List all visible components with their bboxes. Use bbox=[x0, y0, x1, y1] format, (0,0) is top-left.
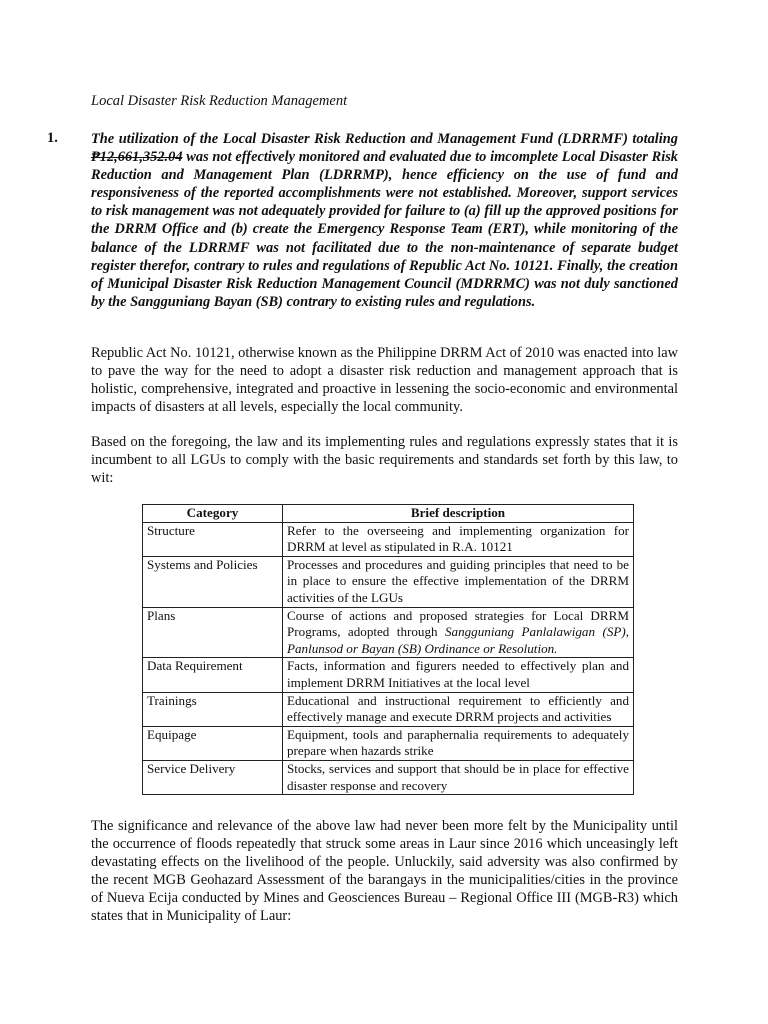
fund-amount: ₱12,661,352.04 bbox=[91, 149, 183, 166]
category-cell: Equipage bbox=[143, 726, 283, 760]
header-brief-description: Brief description bbox=[283, 505, 634, 523]
category-cell: Trainings bbox=[143, 692, 283, 726]
category-cell: Structure bbox=[143, 522, 283, 556]
finding-text-start: The utilization of the Local Disaster Risk Reduction and Management Fund (LDRRMF) totaling bbox=[91, 131, 678, 147]
category-cell: Service Delivery bbox=[143, 760, 283, 794]
paragraph-foregoing: Based on the foregoing, the law and its implementing rules and regulations expressly states that it is incumbent to all LGUs to comply with the basic requirements and standards set forth by this law, to wit: bbox=[91, 434, 678, 487]
header-category: Category bbox=[143, 505, 283, 523]
description-text: Course of actions and proposed strategies for Local DRRM Programs, adopted through bbox=[287, 607, 629, 640]
finding-text bbox=[91, 130, 678, 311]
table-row bbox=[143, 760, 634, 794]
table-row bbox=[143, 692, 634, 726]
description-cell: Stocks, services and support that should be in place for effective disaster response and recovery bbox=[283, 760, 634, 794]
category-cell: Data Requirement bbox=[143, 658, 283, 692]
table-header-row bbox=[143, 505, 634, 523]
section-heading: Local Disaster Risk Reduction Management bbox=[91, 93, 348, 109]
description-italic-text: Sangguniang Panlalawigan (SP), Panlunsod or Bayan (SB) Ordinance or Resolution. bbox=[287, 624, 629, 656]
finding-text-end: was not effectively monitored and evaluated due to imcomplete Local Disaster Risk Reduction and Management Plan (LDRRMP), hence efficiency on the use of fund and responsiveness of the reported accomplishments were not established. Moreover, support services to risk management was not adequately provided for failure to (a) fill up the approved positions for the DRRM Office and (b) create the Emergency Response Team (ERT), while monitoring of the balance of the LDRRMF was not facilitated due to the non-maintenance of separate budget register therefor, contrary to rules and regulations of Republic Act No. 10121. Finally, the creation of Municipal Disaster Risk Reduction Management Council (MDRRMC) was not duly sanctioned by the Sangguniang Bayan (SB) contrary to existing rules and regulations. bbox=[91, 149, 678, 310]
description-cell: Facts, information and figurers needed to effectively plan and implement DRRM Initiatives at the local level bbox=[283, 658, 634, 692]
description-cell bbox=[283, 607, 634, 658]
table-row bbox=[143, 726, 634, 760]
description-cell: Refer to the overseeing and implementing organization for DRRM at level as stipulated in R.A. 10121 bbox=[283, 522, 634, 556]
finding-number: 1. bbox=[47, 130, 58, 146]
requirements-table bbox=[142, 504, 634, 795]
paragraph-ra-10121: Republic Act No. 10121, otherwise known as the Philippine DRRM Act of 2010 was enacted into law to pave the way for the need to adopt a disaster risk reduction and management approach that is holistic, comprehensive, integrated and proactive in lessening the socio-economic and environmental impacts of disasters at all levels, especially the local community. bbox=[91, 345, 678, 416]
paragraph-significance: The significance and relevance of the above law had never been more felt by the Municipality until the occurrence of floods repeatedly that struck some areas in Laur since 2016 which unceasingly left devastating effects on the livelihood of the people. Unluckily, said adversity was also confirmed by the recent MGB Geohazard Assessment of the barangays in the municipalities/cities in the province of Nueva Ecija conducted by Mines and Geosciences Bureau – Regional Office III (MGB-R3) which states that in Municipality of Laur: bbox=[91, 818, 678, 925]
description-cell: Processes and procedures and guiding principles that need to be in place to ensure the effective implementation of the DRRM activities of the LGUs bbox=[283, 556, 634, 607]
table-row bbox=[143, 607, 634, 658]
table-row bbox=[143, 658, 634, 692]
description-cell: Educational and instructional requirement to efficiently and effectively manage and execute DRRM projects and activities bbox=[283, 692, 634, 726]
table-row bbox=[143, 556, 634, 607]
category-cell: Plans bbox=[143, 607, 283, 658]
category-cell: Systems and Policies bbox=[143, 556, 283, 607]
table-row bbox=[143, 522, 634, 556]
description-cell: Equipment, tools and paraphernalia requirements to adequately prepare when hazards strike bbox=[283, 726, 634, 760]
